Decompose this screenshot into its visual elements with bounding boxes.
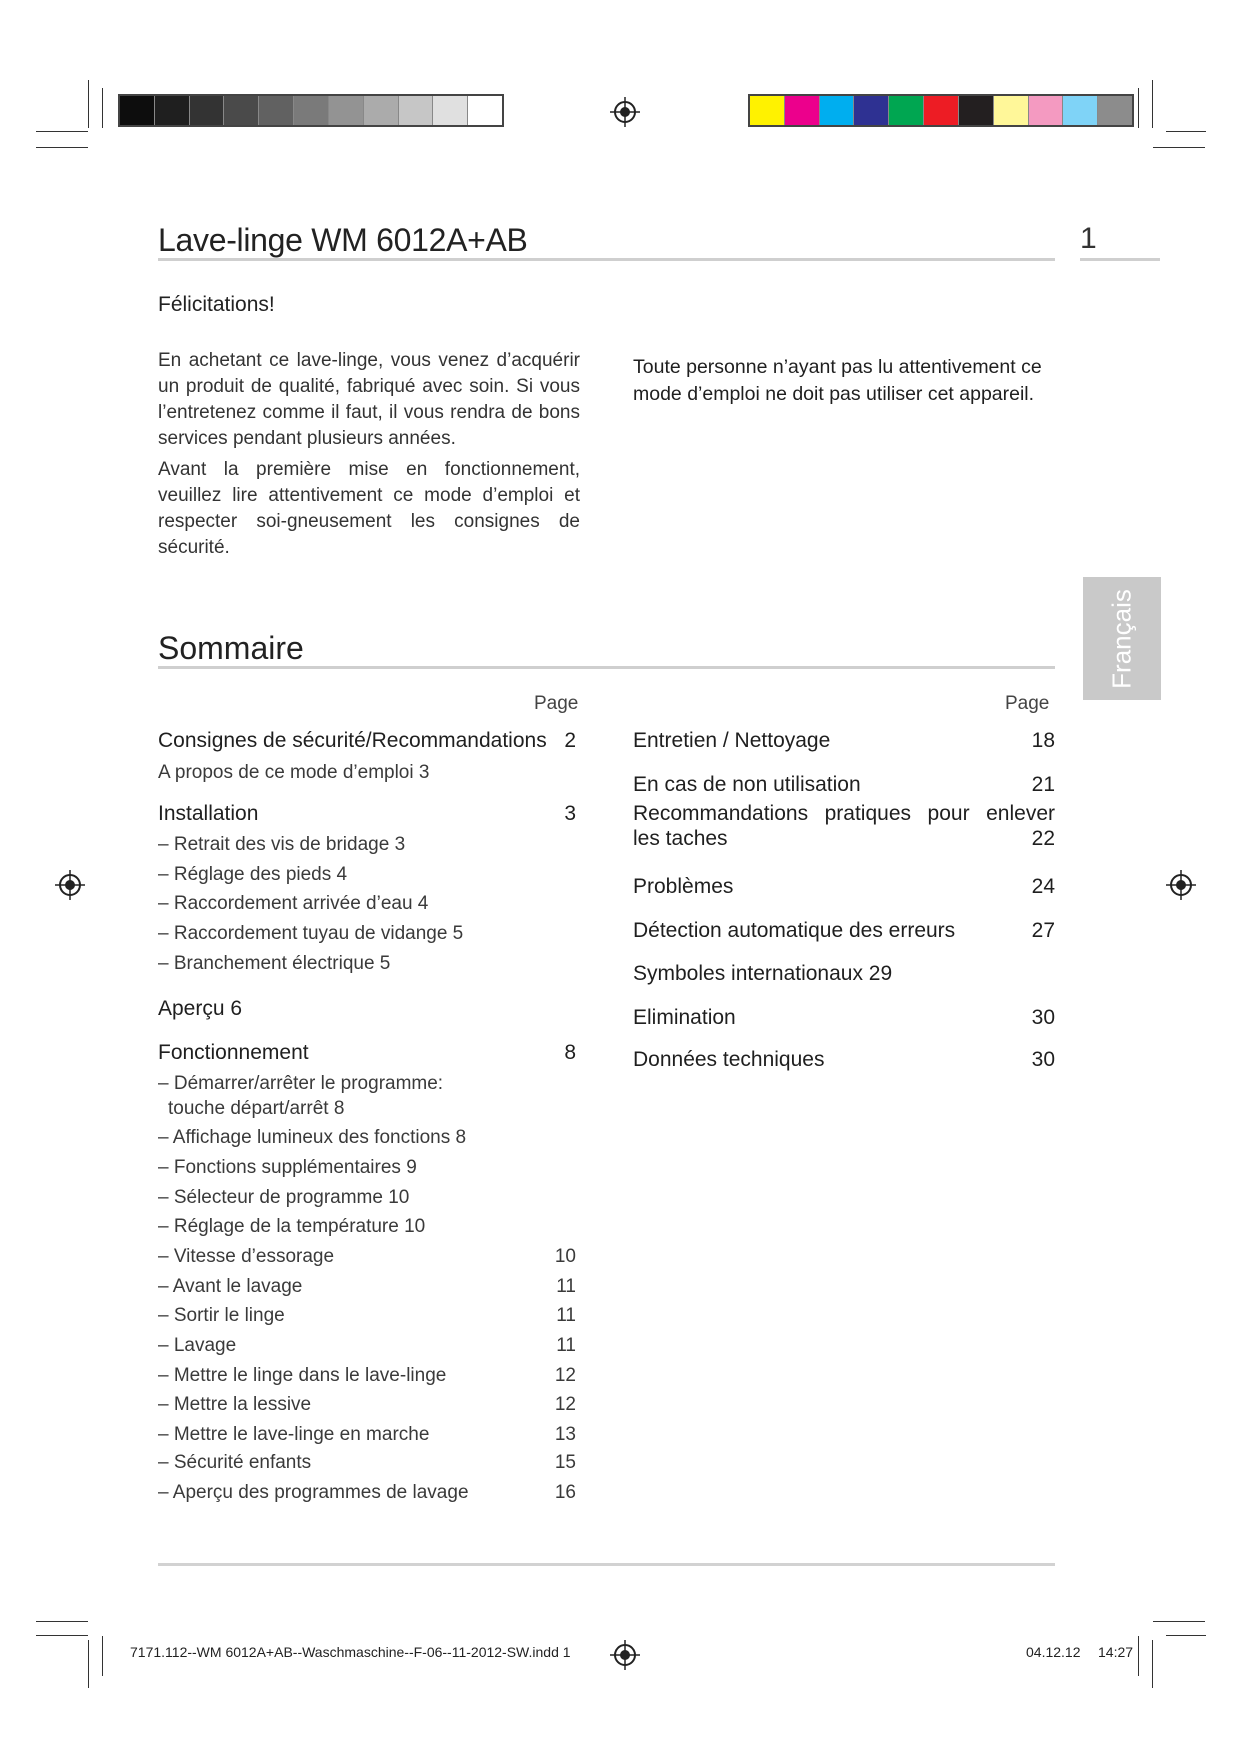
toc-entry[interactable]: touche départ/arrêt 8 (168, 1098, 345, 1119)
toc-entry[interactable]: Elimination (633, 1006, 736, 1029)
toc-entry[interactable]: Données techniques (633, 1048, 825, 1071)
toc-entry[interactable]: – Raccordement arrivée d’eau 4 (158, 893, 429, 914)
color-swatch (993, 96, 1028, 125)
color-swatch (853, 96, 888, 125)
color-swatch (958, 96, 993, 125)
color-swatch (258, 96, 293, 125)
page-number-rule (1080, 258, 1160, 261)
toc-entry[interactable]: les taches (633, 827, 728, 850)
toc-entry[interactable]: – Lavage (158, 1335, 237, 1356)
contents-title: Sommaire (158, 630, 304, 666)
registration-mark-icon (55, 870, 85, 900)
toc-page: 8 (564, 1041, 576, 1064)
crop-mark (88, 80, 89, 128)
color-swatch (328, 96, 363, 125)
toc-page: 12 (554, 1394, 576, 1415)
toc-entry[interactable]: – Sortir le linge (158, 1305, 285, 1326)
footer-date: 04.12.12 (1026, 1644, 1081, 1660)
crop-mark (1152, 80, 1153, 128)
color-swatch (432, 96, 467, 125)
toc-page: 30 (1031, 1006, 1055, 1029)
color-swatch (120, 96, 154, 125)
toc-entry[interactable]: Consignes de sécurité/Recommandations (158, 729, 547, 752)
toc-entry[interactable]: – Retrait des vis de bridage 3 (158, 834, 406, 855)
toc-entry[interactable]: Fonctionnement (158, 1041, 309, 1064)
toc-entry[interactable]: – Avant le lavage (158, 1276, 303, 1297)
toc-entry[interactable]: Entretien / Nettoyage (633, 729, 831, 752)
toc-page: 12 (554, 1365, 576, 1386)
color-swatch (1062, 96, 1097, 125)
crop-mark (36, 1635, 88, 1636)
intro-text (158, 348, 580, 566)
toc-entry[interactable]: – Vitesse d’essorage (158, 1246, 335, 1267)
toc-entry[interactable]: – Raccordement tuyau de vidange 5 (158, 923, 464, 944)
toc-entry[interactable]: En cas de non utilisation (633, 773, 861, 796)
safety-warning: Toute personne n’ayant pas lu attentivement ce mode d’emploi ne doit pas utiliser cet appareil. (633, 356, 1042, 405)
crop-mark (1153, 1621, 1205, 1622)
color-swatch (819, 96, 854, 125)
toc-entry[interactable]: – Démarrer/arrêter le programme: (158, 1073, 444, 1094)
toc-entry[interactable]: – Aperçu des programmes de lavage (158, 1482, 469, 1503)
color-swatch (293, 96, 328, 125)
intro-paragraph: Avant la première mise en fonctionnement, veuillez lire attentivement ce mode d’emploi et respecter soi-gneusement les consignes de sécurité. (158, 459, 580, 558)
title-rule (158, 258, 1055, 261)
toc-entry[interactable]: – Mettre la lessive (158, 1394, 312, 1415)
color-swatch (363, 96, 398, 125)
toc-page: 30 (1031, 1048, 1055, 1071)
bottom-rule (158, 1563, 1055, 1566)
toc-entry[interactable]: – Mettre le linge dans le lave-linge (158, 1365, 447, 1386)
toc-entry[interactable]: – Sécurité enfants (158, 1452, 312, 1473)
registration-mark-icon (610, 1640, 640, 1670)
toc-page: 27 (1031, 919, 1055, 942)
contents-rule (158, 666, 1055, 669)
color-swatch (189, 96, 224, 125)
color-swatch (223, 96, 258, 125)
intro-heading: Félicitations! (158, 293, 275, 316)
toc-page: 11 (556, 1305, 576, 1326)
document-title: Lave-linge WM 6012A+AB (158, 222, 528, 258)
crop-mark (36, 1621, 88, 1622)
grayscale-color-bar (118, 94, 504, 127)
color-swatch (154, 96, 189, 125)
color-swatch (1097, 96, 1132, 125)
language-tab-label: Français (1106, 588, 1137, 689)
color-swatch (1028, 96, 1063, 125)
crop-mark (36, 131, 88, 132)
toc-entry[interactable]: Problèmes (633, 875, 734, 898)
toc-entry[interactable]: Détection automatique des erreurs (633, 919, 956, 942)
toc-entry[interactable]: – Réglage de la température 10 (158, 1216, 426, 1237)
toc-page: 24 (1031, 875, 1055, 898)
intro-paragraph: En achetant ce lave-linge, vous venez d’acquérir un produit de qualité, fabriqué avec soin. Si vous l’entretenez comme il faut, il vous rendra de bons services pendant plusieurs années. (158, 350, 580, 449)
toc-page: 15 (554, 1452, 576, 1473)
crop-mark (1153, 147, 1205, 148)
toc-entry[interactable]: Aperçu 6 (158, 997, 243, 1020)
toc-page: 21 (1031, 773, 1055, 796)
crop-mark (102, 1636, 103, 1676)
footer-time: 14:27 (1098, 1644, 1134, 1660)
toc-page: 11 (556, 1335, 576, 1356)
toc-entry[interactable]: A propos de ce mode d’emploi 3 (158, 762, 430, 783)
crop-mark (1138, 88, 1139, 128)
color-swatch (750, 96, 784, 125)
toc-page: 13 (554, 1424, 576, 1445)
toc-entry[interactable]: – Affichage lumineux des fonctions 8 (158, 1127, 467, 1148)
toc-page: 18 (1031, 729, 1055, 752)
crop-mark (88, 1640, 89, 1688)
toc-page: 22 (1031, 827, 1055, 850)
crop-mark (1138, 1636, 1139, 1676)
toc-entry[interactable]: Recommandations pratiques pour enlever (633, 802, 1055, 825)
color-swatch (467, 96, 502, 125)
page-column-label: Page (1005, 693, 1050, 714)
toc-entry[interactable]: Installation (158, 802, 259, 825)
language-tab (1083, 577, 1161, 700)
footer-filename: 7171.112--WM 6012A+AB--Waschmaschine--F-06--11-2012-SW.indd 1 (130, 1644, 571, 1660)
process-color-bar (748, 94, 1134, 127)
toc-page: 3 (564, 802, 576, 825)
registration-mark-icon (610, 97, 640, 127)
toc-entry[interactable]: – Mettre le lave-linge en marche (158, 1424, 430, 1445)
toc-entry[interactable]: – Branchement électrique 5 (158, 953, 391, 974)
color-swatch (784, 96, 819, 125)
crop-mark (1166, 131, 1206, 132)
toc-page: 2 (564, 729, 576, 752)
crop-mark (1152, 1640, 1153, 1688)
page-column-label: Page (534, 693, 579, 714)
toc-entry[interactable]: Symboles internationaux 29 (633, 962, 893, 985)
toc-page: 16 (554, 1482, 576, 1503)
registration-mark-icon (1166, 870, 1196, 900)
page-number: 1 (1080, 222, 1097, 255)
toc-page: 11 (556, 1276, 576, 1297)
crop-mark (36, 147, 88, 148)
color-swatch (398, 96, 433, 125)
toc-entry[interactable]: – Fonctions supplémentaires 9 (158, 1157, 417, 1178)
toc-entry[interactable]: – Réglage des pieds 4 (158, 864, 348, 885)
crop-mark (1166, 1635, 1206, 1636)
toc-entry[interactable]: – Sélecteur de programme 10 (158, 1187, 410, 1208)
crop-mark (102, 88, 103, 128)
color-swatch (923, 96, 958, 125)
color-swatch (888, 96, 923, 125)
toc-page: 10 (554, 1246, 576, 1267)
